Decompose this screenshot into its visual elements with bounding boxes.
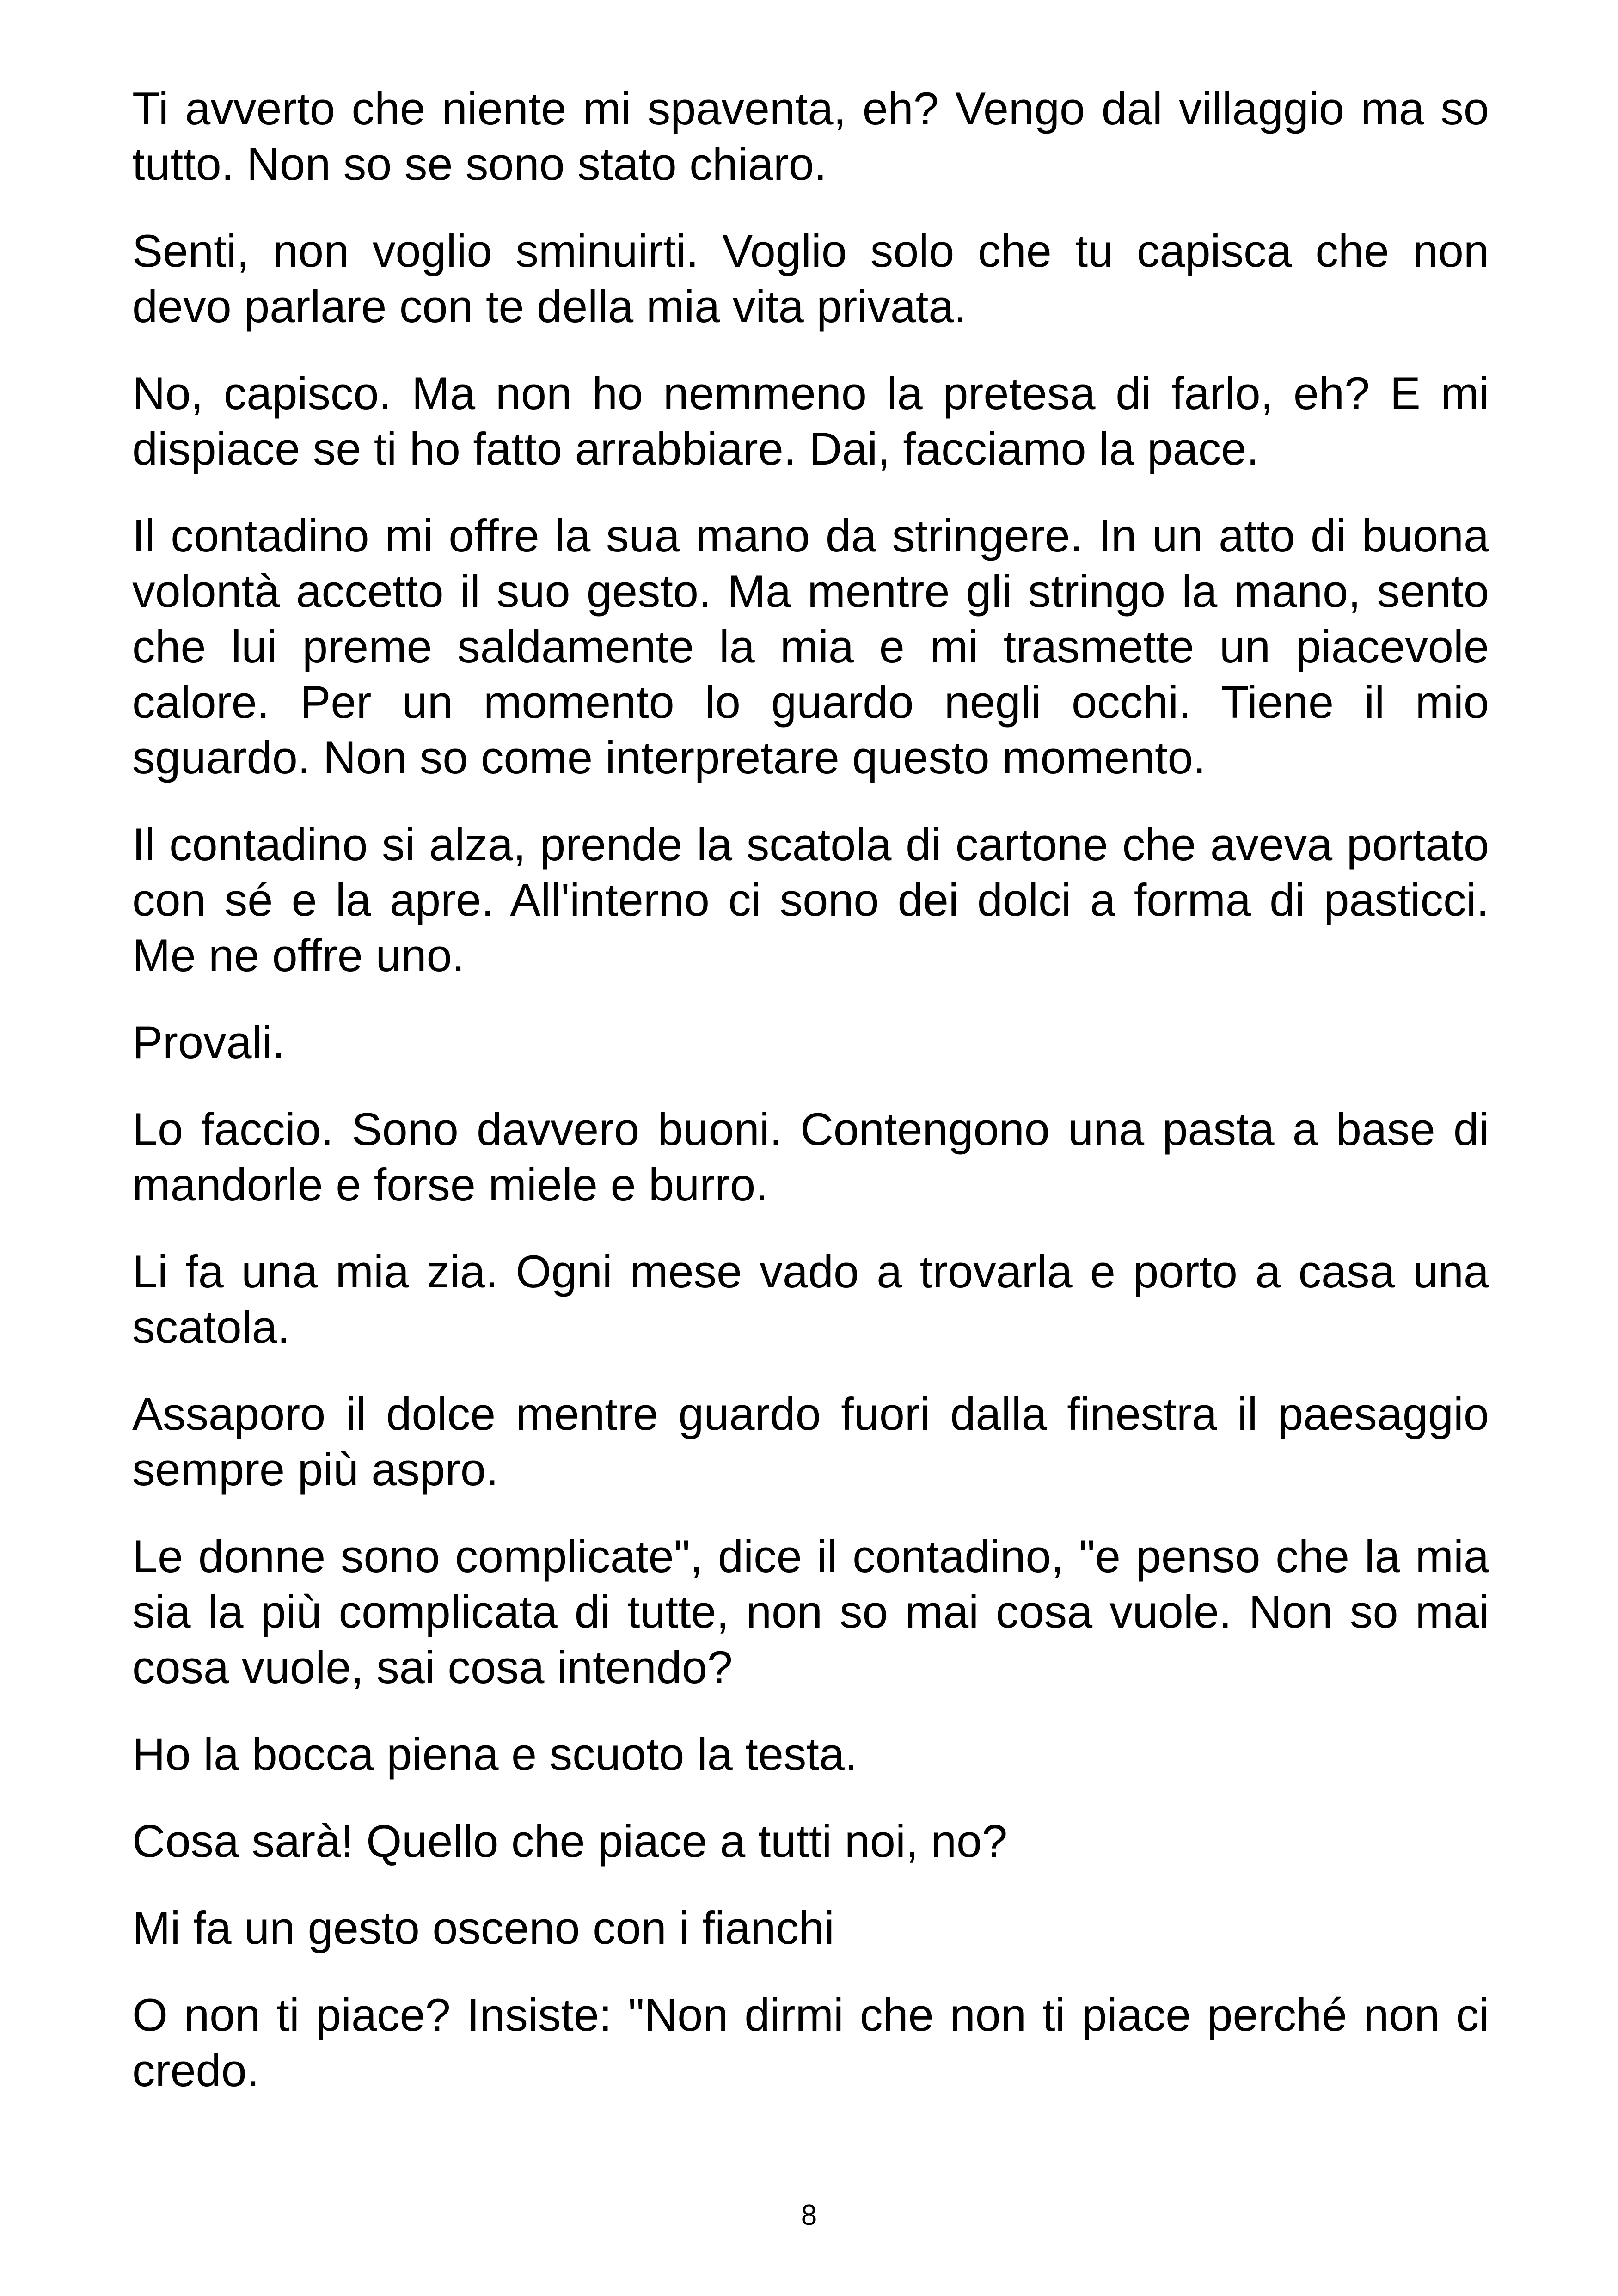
paragraph: Assaporo il dolce mentre guardo fuori dalla finestra il paesaggio sempre più aspro. bbox=[132, 1388, 1489, 1495]
paragraph: Ti avverto che niente mi spaventa, eh? Vengo dal villaggio ma so tutto. Non so se sono stato chiaro. bbox=[132, 83, 1489, 190]
paragraph: Li fa una mia zia. Ogni mese vado a trovarla e porto a casa una scatola. bbox=[132, 1246, 1489, 1353]
paragraph: Il contadino si alza, prende la scatola di cartone che aveva portato con sé e la apre. All'interno ci sono dei dolci a forma di pasticci. Me ne offre uno. bbox=[132, 819, 1489, 981]
paragraph: Mi fa un gesto osceno con i fianchi bbox=[132, 1902, 834, 1953]
paragraph: Ho la bocca piena e scuoto la testa. bbox=[132, 1728, 858, 1780]
paragraph: Provali. bbox=[132, 1016, 285, 1068]
paragraph: Il contadino mi offre la sua mano da stringere. In un atto di buona volontà accetto il suo gesto. Ma mentre gli stringo la mano, sento che lui preme saldamente la mia e mi trasmette un piacevole calore. Per un momento lo guardo negli occhi. Tiene il mio sguardo. Non so come interpretare questo momento. bbox=[132, 510, 1489, 783]
paragraph: Senti, non voglio sminuirti. Voglio solo che tu capisca che non devo parlare con te della mia vita privata. bbox=[132, 225, 1489, 332]
paragraph: Cosa sarà! Quello che piace a tutti noi, no? bbox=[132, 1815, 1008, 1867]
paragraph: Lo faccio. Sono davvero buoni. Contengono una pasta a base di mandorle e forse miele e burro. bbox=[132, 1103, 1489, 1210]
paragraph: O non ti piace? Insiste: "Non dirmi che non ti piace perché non ci credo. bbox=[132, 1989, 1489, 2096]
paragraph: No, capisco. Ma non ho nemmeno la pretesa di farlo, eh? E mi dispiace se ti ho fatto arrabbiare. Dai, facciamo la pace. bbox=[132, 367, 1489, 474]
text-body bbox=[132, 81, 1489, 2130]
paragraph: Le donne sono complicate", dice il contadino, "e penso che la mia sia la più complicata di tutte, non so mai cosa vuole. Non so mai cosa vuole, sai cosa intendo? bbox=[132, 1531, 1489, 1693]
page-number: 8 bbox=[801, 2199, 817, 2231]
